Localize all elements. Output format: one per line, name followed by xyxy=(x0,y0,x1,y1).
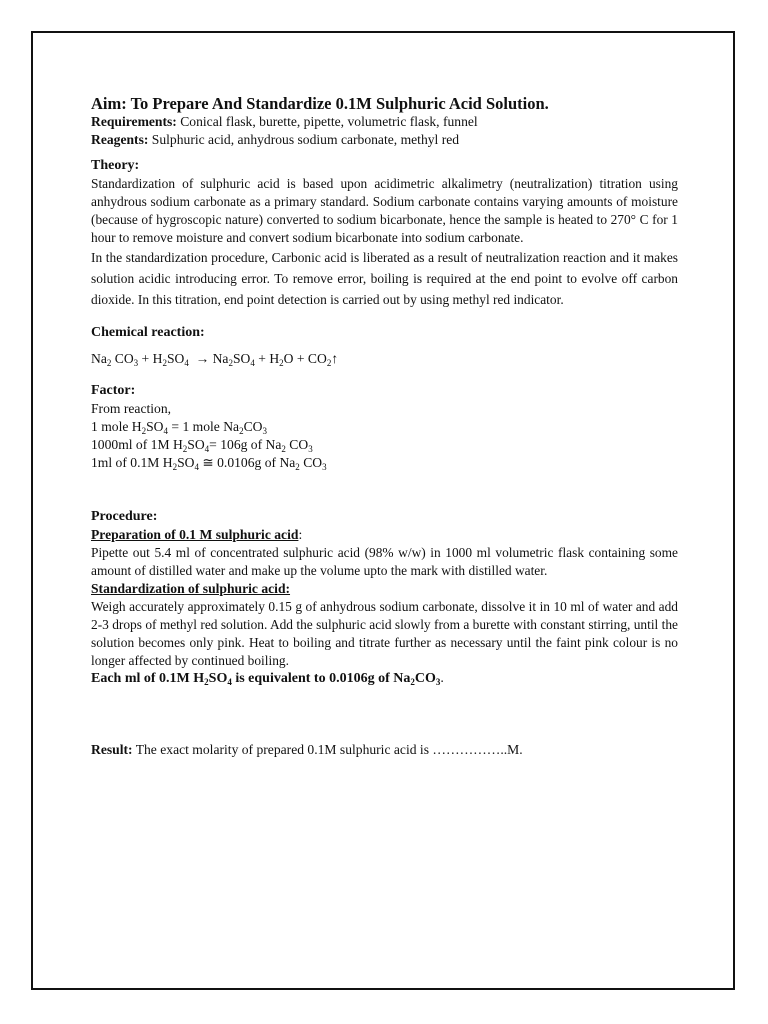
requirements-value: Conical flask, burette, pipette, volumetric flask, funnel xyxy=(176,114,478,129)
factor-line-1000ml: 1000ml of 1M $H_2SO_4= 106g$ of $Na_2$ $CO_3$ xyxy=(91,437,313,454)
result-label: Result: xyxy=(91,742,133,757)
factor-line-1ml: 1ml of 0.1M $H_2SO_4$ ≅ 0.0106g of $Na_2$ $CO_3$ xyxy=(91,455,327,472)
standardization-heading: Standardization of sulphuric acid: xyxy=(91,581,291,596)
requirements-label: Requirements: xyxy=(91,114,177,129)
result-text: The exact molarity of prepared 0.1M sulphuric acid is ……………..M. xyxy=(132,742,523,757)
theory-paragraph-2: In the standardization procedure, Carbonic acid is liberated as a result of neutralization reaction and it makes solution acidic introducing error. To remove error, boiling is required at the end point to evolve off carbon dioxide. In this titration, end point detection is carried out by using methyl red indicator. xyxy=(91,250,678,307)
theory-paragraph-1: Standardization of sulphuric acid is based upon acidimetric alkalimetry (neutralization) titration using anhydrous sodium carbonate as a primary standard. Sodium carbonate contains varying amounts of moisture (because of hygroscopic nature) converted to sodium bicarbonate, hence the sample is heated to 270° C for 1 hour to remove moisture and convert sodium bicarbonate into sodium carbonate. xyxy=(91,176,678,245)
preparation-heading: Preparation of 0.1 M sulphuric acid xyxy=(91,527,299,542)
theory-heading: Theory: xyxy=(91,158,140,173)
chemical-equation: $Na_2$ $CO_3 + H_2SO_4 \to Na_2SO_4 + H_2O$ + $CO_2↑$ xyxy=(91,351,339,368)
standardization-text: Weigh accurately approximately 0.15 g of anhydrous sodium carbonate, dissolve it in 10 ml of water and add 2-3 drops of methyl red solution. Add the sulphuric acid slowly from a burette with constant stirring, until the solution becomes only pink. Heat to boiling and titrate further as necessary until the faint pink colour is no longer affected by continued boiling. xyxy=(91,599,678,668)
chemical-reaction-heading: Chemical reaction: xyxy=(91,325,205,340)
reagents-line xyxy=(91,131,678,149)
reagents-value: Sulphuric acid, anhydrous sodium carbonate, methyl red xyxy=(148,132,460,147)
preparation-heading-line xyxy=(91,526,678,544)
page-title: Aim: To Prepare And Standardize 0.1M Sulphuric Acid Solution. xyxy=(91,94,549,113)
preparation-text: Pipette out 5.4 ml of concentrated sulphuric acid (98% w/w) in 1000 ml volumetric flask containing some amount of distilled water and make up the volume upto the mark with distilled water. xyxy=(91,545,678,578)
procedure-heading: Procedure: xyxy=(91,509,158,524)
requirements-line xyxy=(91,113,678,131)
equivalence-statement: Each ml of 0.1M $H_2SO_4$ is equivalent to 0.0106g of $Na_2CO_3$. xyxy=(91,671,444,687)
reagents-label: Reagents: xyxy=(91,132,149,147)
factor-line-mole: 1 mole $H_2SO_4 = 1$ mole $Na_2CO_3$ xyxy=(91,419,267,436)
result-line xyxy=(91,741,678,759)
preparation-colon: : xyxy=(298,527,303,542)
factor-from-reaction: From reaction, xyxy=(91,401,172,416)
document-body xyxy=(91,95,678,759)
factor-heading: Factor: xyxy=(91,383,136,398)
